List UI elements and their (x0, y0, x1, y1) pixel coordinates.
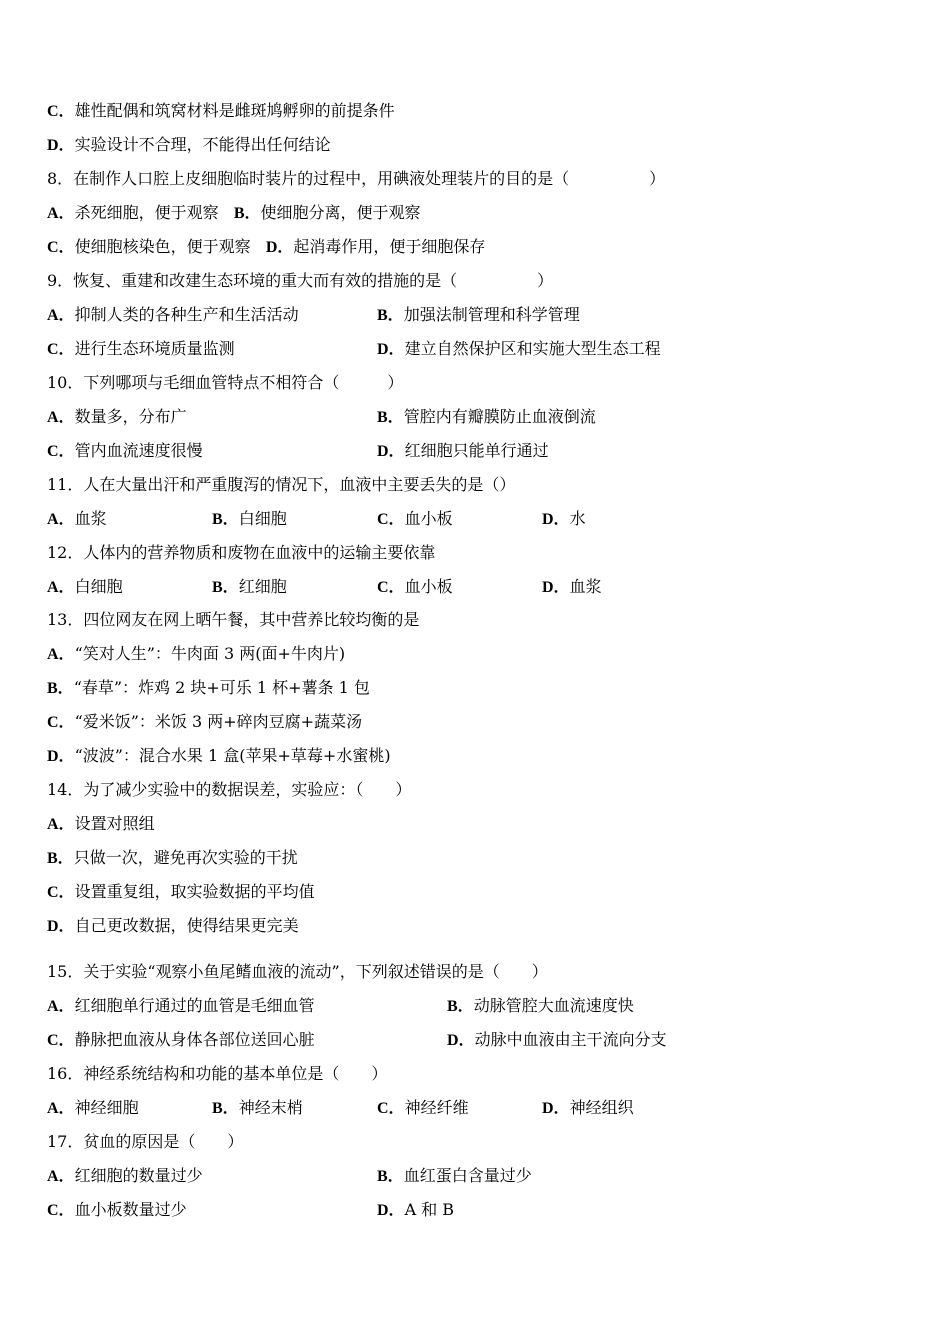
option-label: B． (47, 680, 74, 697)
option-text: 血浆 (569, 577, 602, 596)
q11-option-d (542, 507, 586, 532)
option-text: 血红蛋白含量过少 (403, 1166, 532, 1185)
q9-options-ab (47, 303, 927, 327)
option-text: 设置对照组 (74, 814, 155, 833)
option-label: A． (47, 511, 75, 528)
option-text: 自己更改数据，使得结果更完美 (74, 916, 299, 935)
option-label: A． (47, 409, 75, 426)
q9-option-c (47, 337, 235, 362)
question-16: 16．神经系统结构和功能的基本单位是（ ） (47, 1064, 388, 1083)
option-text: 数量多，分布广 (74, 407, 187, 426)
q10-option-a (47, 405, 187, 430)
q12-option-a (47, 575, 123, 600)
option-label: C． (377, 579, 405, 596)
option-label: D． (542, 1100, 570, 1117)
q11-option-a (47, 507, 107, 532)
q15-options-ab (47, 994, 927, 1018)
option-label: D． (377, 341, 405, 358)
option-label: D． (47, 748, 75, 765)
option-text: 管腔内有瓣膜防止血液倒流 (403, 407, 596, 426)
option-text: “波波”：混合水果 1 盒(苹果+草莓+水蜜桃) (74, 746, 391, 765)
q16-options (47, 1096, 927, 1120)
q9-options-cd (47, 337, 927, 361)
q11-option-b (212, 507, 287, 532)
q15-option-d (447, 1028, 667, 1053)
option-label: B． (212, 511, 239, 528)
q15-option-c (47, 1028, 315, 1053)
option-label: C． (377, 511, 405, 528)
option-label: D． (265, 239, 294, 256)
q14-option-a (47, 812, 155, 836)
q10-option-b (377, 405, 596, 430)
option-text: 起消毒作用，便于细胞保存 (293, 237, 486, 256)
option-text: 水 (569, 509, 586, 528)
option-label: A． (47, 579, 75, 596)
option-text: 管内血流速度很慢 (74, 441, 203, 460)
q14-option-c (47, 880, 315, 904)
question-13: 13．四位网友在网上晒午餐，其中营养比较均衡的是 (47, 610, 420, 629)
question-8: 8．在制作人口腔上皮细胞临时装片的过程中，用碘液处理装片的目的是（ ） (47, 169, 666, 188)
option-text: 白细胞 (238, 509, 287, 528)
q10-options-ab (47, 405, 927, 429)
option-label: A． (47, 646, 75, 663)
q17-options-cd (47, 1198, 927, 1222)
option-label: B． (447, 998, 474, 1015)
option-text: 红细胞的数量过少 (74, 1166, 203, 1185)
q9-option-a (47, 303, 299, 328)
q7-option-d (47, 133, 331, 157)
option-text: 建立自然保护区和实施大型生态工程 (404, 339, 661, 358)
q10-option-c (47, 439, 203, 464)
option-text: 神经末梢 (238, 1098, 303, 1117)
option-label: A． (47, 1100, 75, 1117)
option-label: B． (233, 205, 261, 222)
q11-option-c (377, 507, 453, 532)
option-text: 血小板数量过少 (74, 1200, 187, 1219)
option-text: 动脉中血液由主干流向分支 (474, 1030, 667, 1049)
q16-option-d (542, 1096, 634, 1121)
option-text: “春草”：炸鸡 2 块+可乐 1 杯+薯条 1 包 (73, 678, 370, 697)
option-label: C． (47, 443, 75, 460)
q17-option-b (377, 1164, 532, 1189)
option-label: C． (47, 341, 75, 358)
option-text: 红细胞 (238, 577, 287, 596)
q17-option-d (377, 1198, 454, 1223)
option-text: 神经纤维 (404, 1098, 469, 1117)
q16-option-a (47, 1096, 139, 1121)
question-14: 14．为了减少实验中的数据误差，实验应：（ ） (47, 780, 412, 799)
q14-option-b (47, 846, 298, 870)
q12-option-c (377, 575, 453, 600)
option-text: 实验设计不合理，不能得出任何结论 (74, 135, 331, 154)
option-label: D． (542, 511, 570, 528)
q13-option-b (47, 676, 370, 700)
option-label: B． (377, 1168, 404, 1185)
option-label: B． (47, 850, 74, 867)
option-text: 血小板 (404, 509, 453, 528)
option-label: B． (212, 1100, 239, 1117)
option-text: 使细胞分离，便于观察 (260, 203, 421, 222)
q17-options-ab (47, 1164, 927, 1188)
question-17: 17．贫血的原因是（ ） (47, 1132, 244, 1151)
option-label: B． (377, 409, 404, 426)
q15-options-cd (47, 1028, 927, 1052)
option-label: C． (47, 239, 75, 256)
option-text: “爱米饭”：米饭 3 两+碎肉豆腐+蔬菜汤 (74, 712, 363, 731)
q9-option-b (377, 303, 580, 328)
option-text: 红细胞只能单行通过 (404, 441, 549, 460)
question-9: 9．恢复、重建和改建生态环境的重大而有效的措施的是（ ） (47, 271, 554, 290)
option-label: B． (212, 579, 239, 596)
option-text: 血浆 (74, 509, 107, 528)
q12-option-d (542, 575, 602, 600)
option-label: A． (47, 205, 75, 222)
option-text: 进行生态环境质量监测 (74, 339, 235, 358)
option-text: 杀死细胞，便于观察 (74, 203, 219, 222)
option-text: 动脉管腔大血流速度快 (473, 996, 634, 1015)
q9-option-d (377, 337, 661, 362)
option-text: 抑制人类的各种生产和生活活动 (74, 305, 299, 324)
option-label: A． (47, 998, 75, 1015)
option-label: D． (47, 918, 75, 935)
option-text: A 和 B (404, 1200, 455, 1219)
option-label: C． (47, 1032, 75, 1049)
option-text: 神经组织 (569, 1098, 634, 1117)
option-label: D． (377, 443, 405, 460)
question-15: 15．关于实验“观察小鱼尾鳍血液的流动”，下列叙述错误的是（ ） (47, 962, 548, 981)
option-label: A． (47, 1168, 75, 1185)
option-label: B． (377, 307, 404, 324)
q16-option-c (377, 1096, 469, 1121)
option-text: 使细胞核染色，便于观察 (74, 237, 251, 256)
question-12: 12．人体内的营养物质和废物在血液中的运输主要依靠 (47, 543, 436, 562)
option-label: C． (47, 714, 75, 731)
option-text: 血小板 (404, 577, 453, 596)
q17-option-c (47, 1198, 187, 1223)
option-label: A． (47, 307, 75, 324)
q15-option-b (447, 994, 634, 1019)
option-label: C． (47, 884, 75, 901)
option-text: 雄性配偶和筑窝材料是雌斑鸠孵卵的前提条件 (74, 101, 395, 120)
option-label: D． (377, 1202, 405, 1219)
option-label: C． (377, 1100, 405, 1117)
option-label: A． (47, 816, 75, 833)
q8-options-cd (47, 235, 485, 259)
question-10: 10．下列哪项与毛细血管特点不相符合（ ） (47, 373, 404, 392)
q11-options (47, 507, 927, 531)
option-label: C． (47, 103, 75, 120)
q12-options (47, 575, 927, 599)
option-label: C． (47, 1202, 75, 1219)
q14-option-d (47, 914, 299, 938)
option-label: D． (542, 579, 570, 596)
option-label: D． (47, 137, 75, 154)
q7-option-c (47, 99, 395, 123)
option-text: 只做一次，避免再次实验的干扰 (73, 848, 298, 867)
option-text: “笑对人生”：牛肉面 3 两(面+牛肉片) (74, 644, 346, 663)
option-text: 神经细胞 (74, 1098, 139, 1117)
option-label: D． (447, 1032, 475, 1049)
option-text: 静脉把血液从身体各部位送回心脏 (74, 1030, 315, 1049)
q15-option-a (47, 994, 315, 1019)
option-text: 白细胞 (74, 577, 123, 596)
q10-options-cd (47, 439, 927, 463)
question-11: 11．人在大量出汗和严重腹泻的情况下，血液中主要丢失的是（） (47, 475, 516, 494)
q13-option-d (47, 744, 391, 768)
q10-option-d (377, 439, 549, 464)
q16-option-b (212, 1096, 303, 1121)
option-text: 红细胞单行通过的血管是毛细血管 (74, 996, 315, 1015)
option-text: 加强法制管理和科学管理 (403, 305, 580, 324)
q13-option-c (47, 710, 362, 734)
q13-option-a (47, 642, 345, 666)
option-text: 设置重复组，取实验数据的平均值 (74, 882, 315, 901)
q8-options-ab (47, 201, 421, 225)
q12-option-b (212, 575, 287, 600)
q17-option-a (47, 1164, 203, 1189)
